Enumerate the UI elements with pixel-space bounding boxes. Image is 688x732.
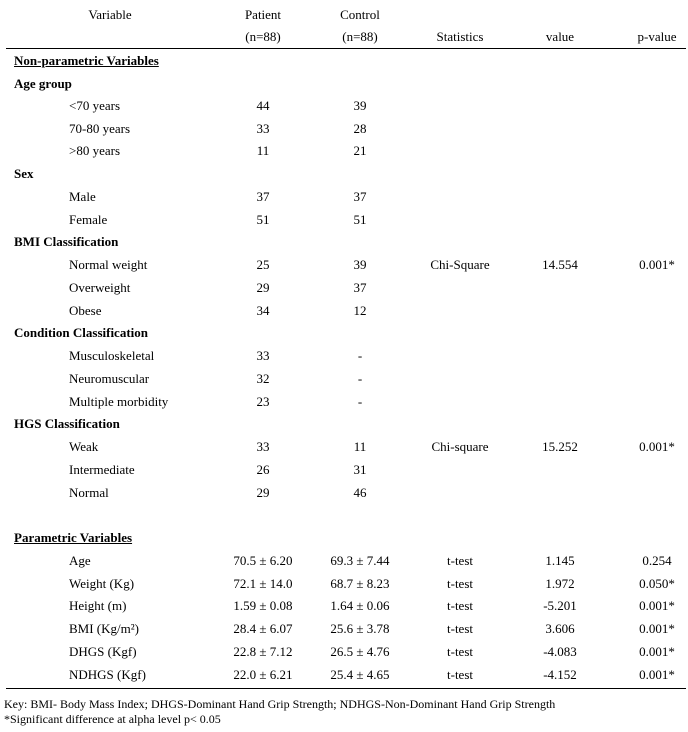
control-cell: 37 <box>353 189 367 204</box>
section-title-parametric: Parametric Variables <box>14 530 133 545</box>
patient-cell: 34 <box>256 303 270 318</box>
patient-cell: 72.1 ± 14.0 <box>233 576 293 591</box>
control-cell: 25.6 ± 3.78 <box>330 621 390 636</box>
header-value: value <box>545 29 575 44</box>
control-cell: 51 <box>353 212 367 227</box>
row-label: Male <box>69 189 96 204</box>
statistics-cell: t-test <box>447 644 473 659</box>
patient-cell: 33 <box>256 439 270 454</box>
row-label: Normal weight <box>69 257 148 272</box>
control-cell: 69.3 ± 7.44 <box>330 553 390 568</box>
row-label: Height (m) <box>69 598 127 613</box>
group-title-bmi: BMI Classification <box>14 234 119 249</box>
pvalue-cell: 0.050* <box>639 576 675 591</box>
patient-cell: 33 <box>256 348 270 363</box>
row-label: 70-80 years <box>69 121 131 136</box>
control-cell: - <box>357 371 363 386</box>
statistics-cell: t-test <box>447 598 473 613</box>
row-label: Weight (Kg) <box>69 576 135 591</box>
header-patient: Patient <box>244 7 282 22</box>
row-label: <70 years <box>69 98 121 113</box>
control-cell: 28 <box>353 121 367 136</box>
patient-cell: 44 <box>256 98 270 113</box>
footnote-significance: *Significant difference at alpha level p< 0.05 <box>4 712 221 726</box>
value-cell: 14.554 <box>542 257 578 272</box>
control-cell: 68.7 ± 8.23 <box>330 576 390 591</box>
group-title-sex: Sex <box>14 166 34 181</box>
patient-cell: 22.0 ± 6.21 <box>233 667 293 682</box>
patient-cell: 11 <box>256 143 270 158</box>
patient-cell: 28.4 ± 6.07 <box>233 621 293 636</box>
value-cell: 1.145 <box>545 553 575 568</box>
control-cell: 1.64 ± 0.06 <box>330 598 390 613</box>
row-label: Neuromuscular <box>69 371 150 386</box>
control-cell: 25.4 ± 4.65 <box>330 667 390 682</box>
header-control: Control <box>340 7 380 22</box>
row-label: Musculoskeletal <box>69 348 155 363</box>
pvalue-cell: 0.001* <box>639 667 675 682</box>
value-cell: 1.972 <box>545 576 575 591</box>
group-title-hgs: HGS Classification <box>14 416 120 431</box>
row-label: Obese <box>69 303 102 318</box>
patient-cell: 1.59 ± 0.08 <box>233 598 293 613</box>
row-label: Intermediate <box>69 462 135 477</box>
control-cell: 37 <box>353 280 367 295</box>
value-cell: -4.083 <box>543 644 577 659</box>
control-cell: - <box>357 348 363 363</box>
row-label: Weak <box>69 439 99 454</box>
row-label: Age <box>69 553 91 568</box>
patient-cell: 51 <box>256 212 270 227</box>
row-label: BMI (Kg/m²) <box>69 621 139 636</box>
patient-cell: 26 <box>256 462 270 477</box>
header-pvalue: p-value <box>637 29 677 44</box>
row-label: NDHGS (Kgf) <box>69 667 146 682</box>
row-label: Female <box>69 212 108 227</box>
value-cell: -5.201 <box>543 598 577 613</box>
patient-cell: 33 <box>256 121 270 136</box>
patient-cell: 25 <box>256 257 270 272</box>
section-title-nonparametric: Non-parametric Variables <box>14 53 159 68</box>
patient-cell: 23 <box>256 394 270 409</box>
control-cell: 21 <box>353 143 367 158</box>
group-title-condition: Condition Classification <box>14 325 148 340</box>
pvalue-cell: 0.001* <box>639 439 675 454</box>
control-cell: 46 <box>353 485 367 500</box>
statistics-cell: t-test <box>447 553 473 568</box>
header-patient-n: (n=88) <box>245 29 281 44</box>
statistics-cell: Chi-square <box>431 439 489 454</box>
control-cell: 26.5 ± 4.76 <box>330 644 390 659</box>
control-cell: 39 <box>353 98 367 113</box>
pvalue-cell: 0.254 <box>642 553 672 568</box>
pvalue-cell: 0.001* <box>639 644 675 659</box>
pvalue-cell: 0.001* <box>639 257 675 272</box>
control-cell: 39 <box>353 257 367 272</box>
statistics-cell: Chi-Square <box>430 257 490 272</box>
row-label: >80 years <box>69 143 121 158</box>
value-cell: 15.252 <box>542 439 578 454</box>
row-label: DHGS (Kgf) <box>69 644 137 659</box>
bottom-rule <box>6 688 686 689</box>
pvalue-cell: 0.001* <box>639 598 675 613</box>
header-variable: Variable <box>88 7 132 22</box>
header-control-n: (n=88) <box>342 29 378 44</box>
row-label: Overweight <box>69 280 131 295</box>
pvalue-cell: 0.001* <box>639 621 675 636</box>
patient-cell: 29 <box>256 485 270 500</box>
value-cell: 3.606 <box>545 621 575 636</box>
footnote-key: Key: BMI- Body Mass Index; DHGS-Dominant Hand Grip Strength; NDHGS-Non-Dominant Hand Grip Strength <box>4 697 556 711</box>
statistics-cell: t-test <box>447 621 473 636</box>
statistics-cell: t-test <box>447 576 473 591</box>
header-rule <box>6 48 686 49</box>
control-cell: 31 <box>353 462 367 477</box>
patient-cell: 37 <box>256 189 270 204</box>
value-cell: -4.152 <box>543 667 577 682</box>
control-cell: 11 <box>353 439 367 454</box>
patient-cell: 32 <box>256 371 270 386</box>
group-title-age: Age group <box>14 76 72 91</box>
control-cell: 12 <box>353 303 367 318</box>
patient-cell: 70.5 ± 6.20 <box>233 553 293 568</box>
statistics-cell: t-test <box>447 667 473 682</box>
row-label: Normal <box>69 485 109 500</box>
header-statistics: Statistics <box>436 29 484 44</box>
patient-cell: 29 <box>256 280 270 295</box>
control-cell: - <box>357 394 363 409</box>
row-label: Multiple morbidity <box>69 394 169 409</box>
patient-cell: 22.8 ± 7.12 <box>233 644 293 659</box>
